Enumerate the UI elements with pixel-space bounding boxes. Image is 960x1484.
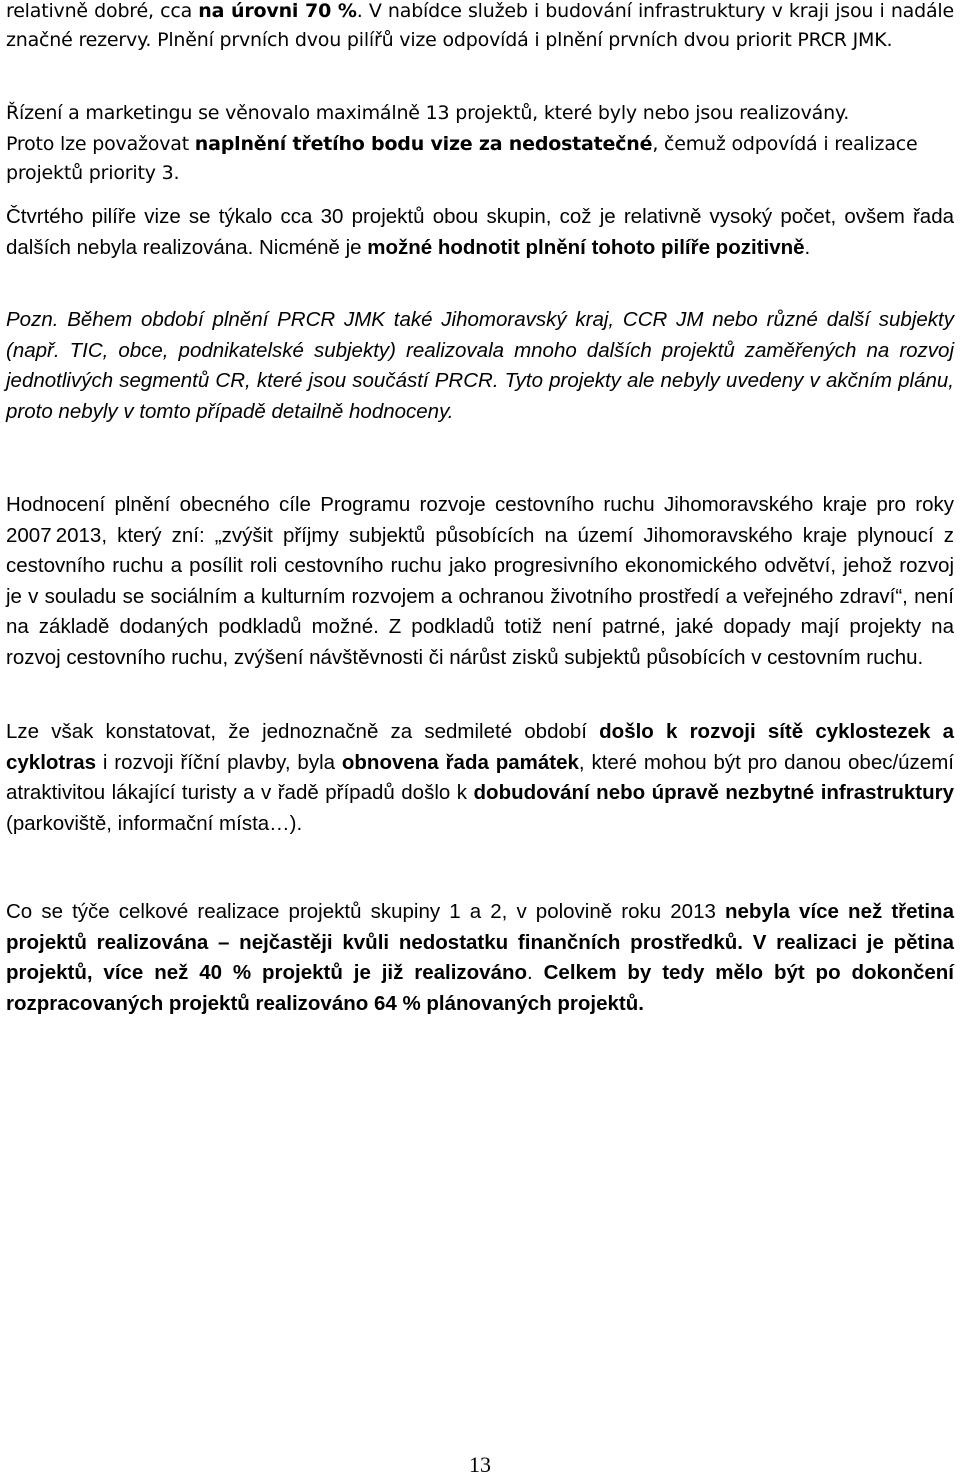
page-number: 13: [469, 1452, 491, 1477]
bold-run: obnovena řada památek: [341, 750, 579, 774]
paragraph-goal-evaluation: [6, 490, 954, 673]
text-run: (parkoviště, informační místa…).: [6, 811, 303, 835]
bold-run: naplnění třetího bodu vize za nedostatečné: [194, 133, 653, 155]
paragraph-management-marketing: [6, 99, 849, 128]
paragraph-overall-realization: [6, 897, 954, 1019]
text-run: i rozvoji říční plavby, byla: [96, 750, 342, 774]
text-run: .: [527, 961, 544, 984]
text-run: .: [804, 235, 811, 259]
paragraph-services-infrastructure: [6, 0, 954, 55]
text-run: . V nabídce služeb i budování infrastruktury v kraji jsou i nadále značné rezervy. Plnění prvních dvou pilířů vize odpovídá i plnění prvních dvou priorit PRCR JMK.: [6, 0, 954, 51]
bold-run: na úrovni 70 %: [198, 0, 357, 22]
paragraph-fourth-pillar: [6, 202, 954, 263]
bold-run: Celkem by tedy mělo být po dokončení rozpracovaných projektů realizováno 64 % plánovaných projektů.: [6, 961, 954, 1015]
text-run: relativně dobré, cca: [6, 0, 199, 22]
paragraph-third-pillar: [6, 130, 954, 188]
bold-run: došlo k rozvoji sítě cyklostezek a cyklotras: [6, 720, 954, 774]
text-run: Co se týče celkové realizace projektů skupiny 1 a 2, v polovině roku 2013: [6, 900, 725, 923]
text-run: , které mohou být pro danou obec/území atraktivitou lákající turisty a v řadě případů došlo k: [6, 750, 954, 804]
bold-run: nebyla více než třetina projektů realizována – nejčastěji kvůli nedostatku finančních prostředků. V realizaci je pětina projektů, více než 40 % projektů je již realizováno: [6, 900, 954, 984]
text-run: , čemuž odpovídá i realizace projektů priority 3.: [6, 133, 918, 184]
text-run: Pozn. Během období plnění PRCR JMK také Jihomoravský kraj, CCR JM nebo různé další subjekty (např. TIC, obce, podnikatelské subjekty) realizovala mnoho dalších projektů zaměřených na rozvoj jednotlivých segmentů CR, které jsou součástí PRCR. Tyto projekty ale nebyly uvedeny v akčním plánu, proto nebyly v tomto případě detailně hodnoceny.: [6, 308, 954, 423]
bold-run: dobudování nebo úpravě nezbytné infrastruktury: [473, 781, 954, 804]
paragraph-achievements: [6, 717, 954, 839]
paragraph-note: [6, 305, 954, 427]
text-run: Řízení a marketingu se věnovalo maximálně 13 projektů, které byly nebo jsou realizovány.: [6, 102, 850, 124]
bold-run: možné hodnotit plnění tohoto pilíře pozitivně: [367, 235, 805, 259]
text-run: Proto lze považovat: [6, 133, 195, 155]
text-run: Hodnocení plnění obecného cíle Programu rozvoje cestovního ruchu Jihomoravského kraje pro roky 2007 2013, který zní: „zvýšit příjmy subjektů působících na území Jihomoravského kraje plynoucí z cestovního ruchu a posílit roli cestovního ruchu jako progresivního ekonomického odvětví, jehož rozvoj je v souladu se sociálním a kulturním rozvojem a ochranou životního prostředí a veřejného zdraví“, není na základě dodaných podkladů možné. Z podkladů totiž není patrné, jaké dopady mají projekty na rozvoj cestovního ruchu, zvýšení návštěvnosti či nárůst zisků subjektů působících v cestovním ruchu.: [6, 493, 954, 669]
text-run: Čtvrtého pilíře vize se týkalo cca 30 projektů obou skupin, což je relativně vysoký počet, ovšem řada dalších nebyla realizována. Nicméně je: [6, 205, 954, 259]
text-run: Lze však konstatovat, že jednoznačně za sedmileté období: [6, 720, 600, 743]
